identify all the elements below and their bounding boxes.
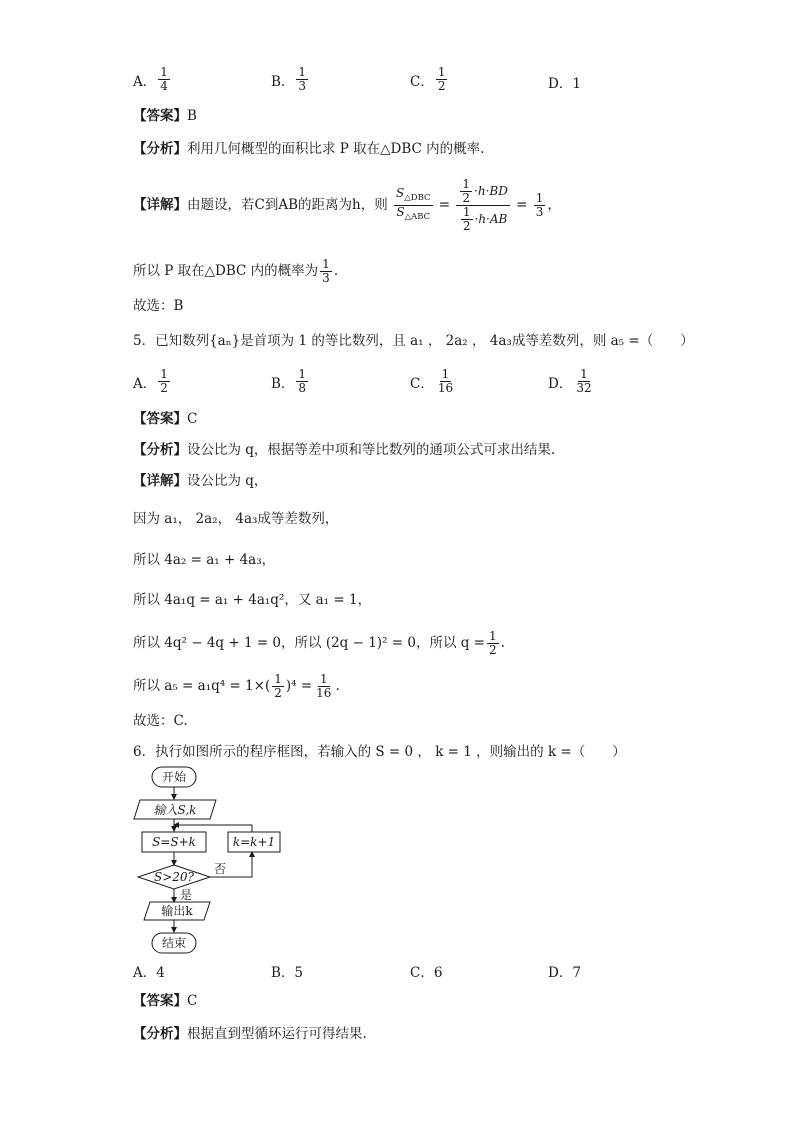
flow-condition-label: S>20? [154, 870, 194, 884]
program-flowchart [130, 765, 300, 957]
flow-yes-label: 是 [179, 888, 193, 902]
q5-step-2: 所以 4a₂ = a₁ + 4a₃， [133, 552, 276, 568]
q5-stem: 5．已知数列{aₙ}是首项为 1 的等比数列，且 a₁ ， 2a₂ ， 4a₃成等差数列，则 a₅ =（ ） [133, 333, 694, 349]
flow-output-label: 输出k [161, 904, 193, 918]
q5-step-1: 因为 a₁， 2a₂， 4a₃成等差数列， [133, 511, 339, 527]
q6-option-a: A．4 [133, 965, 165, 981]
height-ratio-fraction: $\frac{1}{2}$ ·h·BD $\frac{1}{2}$ ·h·AB [456, 178, 509, 233]
q6-answer: 【答案】C [133, 993, 198, 1009]
q5-answer: 【答案】C [133, 411, 198, 427]
flow-no-label: 否 [213, 862, 227, 876]
q5-option-d: D． $\frac{1}{32}$ [548, 367, 592, 395]
q6-stem: 6．执行如图所示的程序框图，若输入的 S = 0 ， k = 1 ，则输出的 k =（ ） [133, 744, 626, 760]
flow-start-label: 开始 [161, 770, 187, 784]
q5-option-b: B． $\frac{1}{8}$ [271, 367, 307, 395]
q5-step-4: 所以 4q² − 4q + 1 = 0，所以 (2q − 1)² = 0，所以 q = $\frac{1}{2}$ . [133, 629, 505, 657]
q4-option-d: D．1 [548, 76, 581, 92]
flow-assign-label: S=S+k [152, 835, 196, 849]
q4-analysis: 【分析】利用几何概型的面积比求 P 取在△DBC 内的概率. [133, 141, 485, 157]
flow-input-label: 输入S,k [153, 803, 197, 817]
flow-end-label: 结束 [161, 936, 187, 950]
q5-option-c: C． $\frac{1}{16}$ [410, 367, 454, 395]
q4-option-c: C． $\frac{1}{2}$ [410, 65, 446, 93]
q6-option-b: B．5 [271, 965, 304, 981]
q4-answer: 【答案】B [133, 108, 197, 124]
area-ratio-fraction: $\frac{S_{\triangle DBC}}{S_{\triangle ABC}}$ [396, 186, 431, 222]
q5-detail: 【详解】设公比为 q， [133, 473, 268, 489]
q4-conclusion: 所以 P 取在△DBC 内的概率为 $\frac{1}{3}$ . [133, 257, 339, 285]
q5-choice: 故选：C. [133, 713, 188, 729]
q4-option-b: B． $\frac{1}{3}$ [271, 65, 307, 93]
q4-choice: 故选：B [133, 298, 184, 314]
q6-option-c: C．6 [410, 965, 443, 981]
q5-step-5: 所以 a₅ = a₁q⁴ = 1×( $\frac{1}{2}$ )⁴ = $\frac{1}{16}$ . [133, 672, 340, 700]
flow-increment-label: k=k+1 [232, 835, 276, 849]
q5-option-a: A． $\frac{1}{2}$ [133, 367, 168, 395]
q5-step-3: 所以 4a₁q = a₁ + 4a₁q²，又 a₁ = 1， [133, 592, 372, 608]
q4-detail: 【详解】由题设，若C到AB的距离为h，则 $\frac{S_{\triangle DBC}}{S_{\triangle ABC}}$ = $\frac{1}{2}$ ·h·BD $\frac{1}{2}$ ·h·AB = $\frac{1}{3}$ ， [133, 177, 561, 233]
q6-option-d: D．7 [548, 965, 581, 981]
q4-option-a: A． $\frac{1}{4}$ [133, 65, 168, 93]
q6-analysis: 【分析】根据直到型循环运行可得结果. [133, 1026, 367, 1042]
q5-analysis: 【分析】设公比为 q，根据等差中项和等比数列的通项公式可求出结果. [133, 442, 556, 458]
